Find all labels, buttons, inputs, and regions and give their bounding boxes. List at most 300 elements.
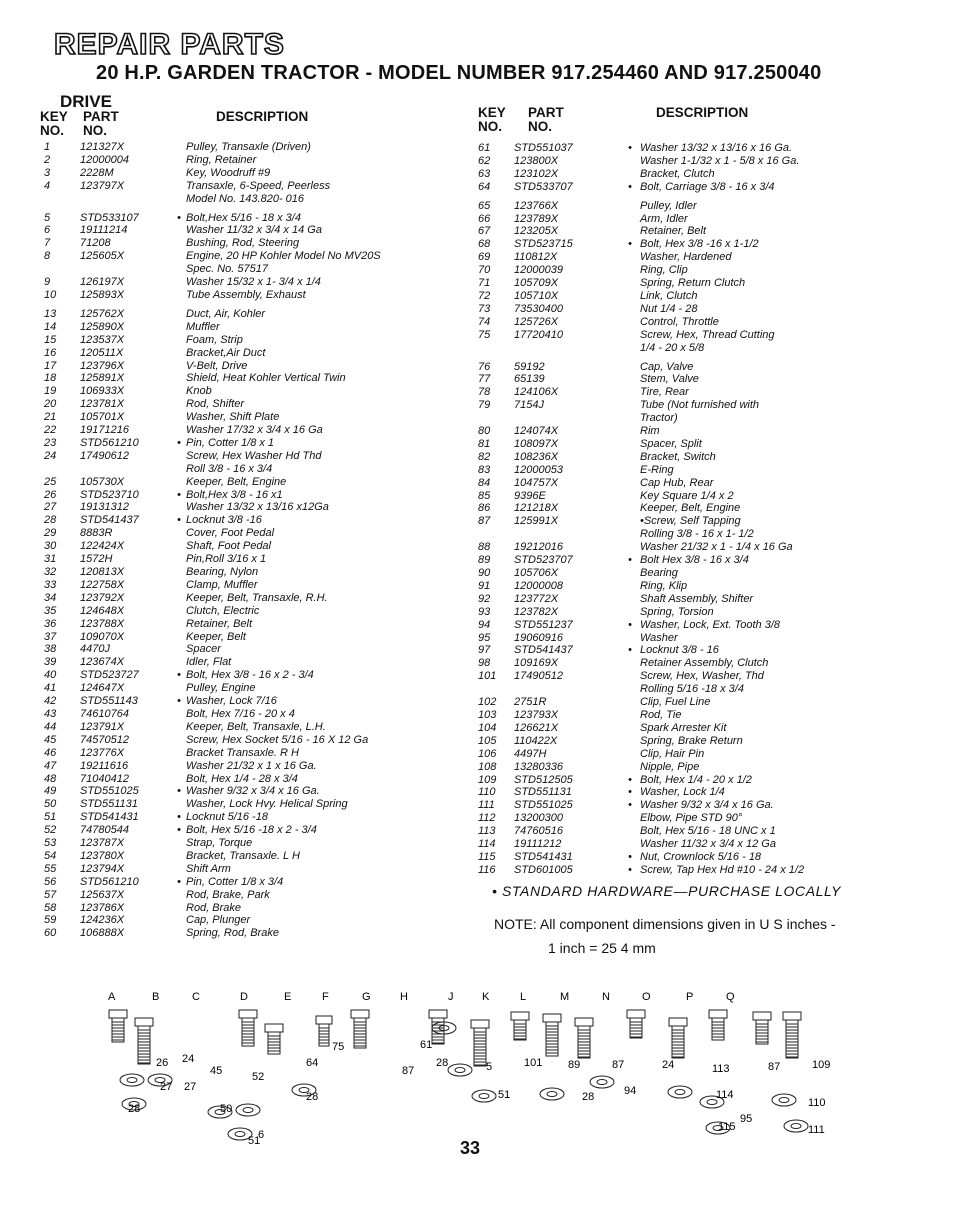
key-no: 17	[44, 359, 57, 372]
standard-mark	[620, 657, 640, 670]
standard-mark	[620, 213, 640, 226]
part-description: Muffler	[186, 320, 220, 333]
part-no: STD541437	[514, 644, 573, 657]
standard-mark	[172, 501, 186, 514]
part-no: 123793X	[514, 708, 559, 721]
key-no: 30	[44, 540, 57, 553]
part-no: 105710X	[514, 289, 559, 302]
part-description: Screw, Hex Washer Hd Thd	[186, 449, 322, 462]
key-no: 111	[478, 799, 495, 812]
part-description: Keeper, Belt, Engine	[640, 502, 741, 515]
standard-mark	[172, 347, 186, 360]
key-no: 38	[44, 643, 57, 656]
key-no: 57	[44, 888, 57, 901]
key-no: 35	[44, 604, 57, 617]
part-no: 109169X	[514, 657, 559, 670]
standard-mark: •	[177, 824, 181, 837]
part-row	[44, 514, 484, 527]
part-row	[478, 851, 918, 864]
part-description: 1/4 - 20 x 5/8	[640, 341, 705, 354]
part-description: Retainer, Belt	[640, 225, 707, 238]
part-description: Spacer, Split	[640, 437, 702, 450]
part-description: Shield, Heat Kohler Vertical Twin	[186, 372, 346, 385]
part-description: Cover, Foot Pedal	[186, 527, 275, 540]
part-description: Washer 17/32 x 3/4 x 16 Ga	[186, 424, 323, 437]
standard-mark: •	[628, 786, 632, 799]
key-no: 73	[478, 302, 491, 315]
part-row	[44, 850, 484, 863]
diagram-callout: 28	[582, 1091, 595, 1103]
part-no: 124236X	[80, 914, 125, 927]
part-description: Washer	[640, 631, 678, 644]
part-row	[44, 411, 484, 424]
diagram-callout: 111	[808, 1124, 825, 1136]
part-row	[44, 527, 484, 540]
part-no: 110812X	[514, 251, 558, 264]
part-row	[478, 619, 918, 632]
key-no: 24	[44, 449, 57, 462]
part-description: Bushing, Rod, Steering	[186, 237, 300, 250]
standard-mark	[620, 386, 640, 399]
standard-mark	[172, 450, 186, 463]
key-no: 18	[44, 372, 57, 385]
part-row	[478, 580, 918, 593]
key-no: 69	[478, 251, 491, 264]
key-no: 72	[478, 289, 491, 302]
standard-mark	[620, 373, 640, 386]
part-description: Key, Woodruff #9	[186, 166, 271, 179]
part-row	[44, 811, 484, 824]
part-row	[44, 224, 484, 237]
standard-mark: •	[628, 142, 632, 154]
part-description: Washer 11/32 x 3/4 x 14 Ga	[186, 224, 322, 237]
model-subtitle: 20 H.P. GARDEN TRACTOR - MODEL NUMBER 917.254460 AND 917.250040	[96, 62, 822, 84]
bolt-shape	[109, 1010, 127, 1042]
standard-mark: •	[628, 618, 632, 631]
part-no: 74570512	[80, 733, 129, 746]
key-no	[44, 193, 80, 206]
diagram-callout: 28	[306, 1091, 319, 1103]
part-description: Pin, Cotter 1/8 x 3/4	[186, 875, 284, 888]
part-description: Control, Throttle	[640, 315, 719, 328]
part-row	[478, 722, 918, 735]
part-row	[478, 838, 918, 851]
key-no: 109	[478, 773, 497, 786]
part-description: Shift Arm	[186, 862, 231, 875]
part-no: 74760516	[514, 825, 563, 838]
part-no: 123797X	[80, 179, 125, 192]
part-description: Washer 9/32 x 3/4 x 16 Ga.	[640, 799, 774, 812]
standard-mark	[620, 567, 640, 580]
part-no: 110422X	[514, 734, 558, 747]
standard-mark	[172, 276, 186, 289]
part-row	[478, 264, 918, 277]
diagram-callout: 87	[612, 1059, 625, 1071]
bolt-shape	[265, 1024, 283, 1054]
part-no: 124647X	[80, 682, 125, 695]
bolt-shape	[575, 1018, 593, 1058]
key-no: 6	[44, 224, 51, 237]
key-no: 108	[478, 760, 497, 773]
standard-mark	[620, 593, 640, 606]
key-no: 95	[478, 631, 491, 644]
part-no: 105706X	[514, 567, 559, 579]
key-no: 31	[44, 553, 57, 566]
diagram-callout: 113	[712, 1063, 730, 1075]
key-no: 21	[44, 411, 57, 424]
key-no: 20	[44, 398, 57, 411]
key-no: 44	[44, 720, 57, 733]
standard-mark	[620, 683, 640, 696]
part-no: 12000008	[514, 579, 563, 592]
part-description: Ring, Klip	[640, 579, 688, 592]
part-description: Washer 13/32 x 13/16 x12Ga	[186, 501, 329, 514]
standard-mark	[620, 812, 640, 825]
part-description: Spring, Rod, Brake	[186, 927, 279, 940]
part-row	[478, 464, 918, 477]
left-part-header: PART NO.	[83, 109, 119, 138]
part-description: Engine, 20 HP Kohler Model No MV20S	[186, 250, 381, 263]
part-description: Rod, Shifter	[186, 398, 245, 411]
part-description: Clip, Hair Pin	[640, 747, 705, 760]
part-no: 123781X	[80, 398, 125, 411]
part-no: 1572H	[80, 553, 113, 566]
part-no: STD523707	[514, 554, 573, 567]
part-no: 74610764	[80, 707, 129, 720]
standard-mark	[620, 399, 640, 412]
hardware-diagram	[100, 988, 840, 1148]
standard-mark	[620, 168, 640, 181]
part-row	[44, 463, 484, 476]
standard-mark	[172, 760, 186, 773]
key-no: 64	[478, 180, 491, 193]
part-row	[44, 669, 484, 682]
part-description: Knob	[186, 385, 212, 398]
key-no: 13	[44, 307, 57, 320]
part-no: 124106X	[514, 386, 559, 399]
part-description: Washer 1-1/32 x 1 - 5/8 x 16 Ga.	[640, 154, 800, 167]
part-description: Tube Assembly, Exhaust	[186, 288, 306, 301]
part-description: Bearing	[640, 567, 678, 579]
key-no: 3	[44, 166, 51, 179]
part-row	[44, 167, 484, 180]
part-description: Bolt, Hex 3/8 - 16 x 2 - 3/4	[186, 669, 314, 682]
part-row	[478, 606, 918, 619]
key-no: 110	[478, 786, 496, 799]
dimensions-note: NOTE: All component dimensions given in U S inches - 1 inch = 25 4 mm	[494, 916, 836, 956]
standard-mark	[172, 167, 186, 180]
part-row	[478, 386, 918, 399]
key-no: 8	[44, 250, 51, 263]
part-row	[478, 683, 918, 696]
part-no	[514, 683, 620, 696]
section-title: DRIVE	[60, 92, 112, 111]
part-no: 123674X	[80, 656, 125, 669]
standard-mark: •	[628, 644, 632, 657]
part-row	[478, 657, 918, 670]
standard-mark	[172, 237, 186, 250]
part-no: STD541431	[80, 811, 139, 824]
standard-mark: •	[177, 488, 181, 501]
part-no: 19060916	[514, 631, 563, 644]
diagram-callout: 114	[716, 1089, 734, 1101]
part-row	[44, 212, 484, 225]
standard-mark	[620, 464, 640, 477]
part-no: 12000039	[514, 264, 563, 277]
diagram-callout: 6	[258, 1129, 265, 1141]
key-no: 88	[478, 541, 491, 554]
part-no: 121327X	[80, 141, 125, 153]
part-row	[44, 360, 484, 373]
part-no: 126621X	[514, 721, 559, 734]
part-row	[478, 825, 918, 838]
part-row	[478, 168, 918, 181]
diagram-letter: C	[192, 991, 200, 1003]
key-no: 92	[478, 592, 491, 605]
key-no: 40	[44, 669, 57, 682]
diagram-letter: E	[284, 991, 292, 1003]
key-no	[44, 463, 80, 476]
standard-mark	[172, 385, 186, 398]
part-row	[478, 748, 918, 761]
part-description: Pulley, Engine	[186, 682, 256, 695]
part-description: Bolt, Hex 5/16 - 18 UNC x 1	[640, 825, 776, 838]
standard-mark: •	[628, 863, 632, 876]
standard-mark	[172, 618, 186, 631]
washer-shape	[784, 1120, 808, 1132]
standard-mark	[172, 734, 186, 747]
part-row	[44, 734, 484, 747]
part-description: Screw, Hex, Thread Cutting	[640, 328, 775, 341]
standard-mark	[620, 425, 640, 438]
diagram-callout: 52	[252, 1071, 265, 1083]
key-no: 42	[44, 695, 57, 708]
part-description: Bracket, Clutch	[640, 167, 715, 180]
standard-mark	[620, 696, 640, 709]
part-description: Bracket Transaxle. R H	[186, 746, 299, 759]
key-no: 94	[478, 618, 491, 631]
key-no: 90	[478, 567, 491, 579]
bolt-shape	[351, 1010, 369, 1048]
standard-mark: •	[628, 773, 632, 786]
diagram-callout: 27	[184, 1081, 197, 1093]
standard-mark	[620, 155, 640, 168]
part-no	[80, 263, 172, 276]
part-description: Spacer	[186, 643, 221, 656]
key-no: 63	[478, 167, 491, 180]
left-key-header: KEY NO.	[40, 109, 68, 138]
part-row	[478, 709, 918, 722]
part-row	[478, 181, 918, 194]
part-row	[44, 321, 484, 334]
diagram-letter: F	[322, 991, 329, 1003]
key-no: 58	[44, 901, 57, 914]
part-description: Washer, Shift Plate	[186, 411, 280, 424]
part-description: Washer 11/32 x 3/4 x 12 Ga	[640, 838, 776, 851]
standard-mark	[620, 451, 640, 464]
key-no: 39	[44, 656, 57, 669]
diagram-callout: 64	[306, 1057, 319, 1069]
part-description: Keeper, Belt, Engine	[186, 475, 287, 488]
part-no: 123780X	[80, 849, 125, 862]
bolt-shape	[669, 1018, 687, 1058]
part-row	[478, 670, 918, 683]
key-no: 25	[44, 475, 57, 488]
key-no: 62	[478, 154, 491, 167]
standard-mark	[172, 360, 186, 373]
part-no: 19131312	[80, 501, 129, 514]
key-no: 36	[44, 617, 57, 630]
part-no: 123794X	[80, 862, 125, 875]
washer-shape	[772, 1094, 796, 1106]
part-description: Bolt, Hex 1/4 - 28 x 3/4	[186, 772, 298, 785]
part-description: Rod, Brake	[186, 901, 242, 914]
key-no: 51	[44, 811, 57, 824]
standard-mark	[620, 251, 640, 264]
standard-mark	[172, 592, 186, 605]
part-no: STD551237	[514, 618, 573, 631]
part-row	[44, 927, 484, 940]
standard-mark	[620, 825, 640, 838]
diagram-callout: 24	[182, 1053, 195, 1065]
part-no: 123786X	[80, 901, 125, 914]
key-no: 68	[478, 238, 491, 251]
part-no: 126197X	[80, 276, 125, 289]
part-description: Spring, Brake Return	[640, 734, 743, 747]
part-no	[80, 193, 172, 206]
washer-shape	[668, 1086, 692, 1098]
washer-shape	[448, 1064, 472, 1076]
diagram-callout: 115	[718, 1121, 736, 1133]
standard-mark	[172, 224, 186, 237]
part-no: 120511X	[80, 346, 124, 359]
part-description: Shaft, Foot Pedal	[186, 540, 271, 553]
standard-mark	[172, 398, 186, 411]
part-no: STD601005	[514, 863, 573, 876]
key-no: 34	[44, 591, 57, 604]
part-row	[44, 798, 484, 811]
part-description: Screw, Hex, Washer, Thd	[640, 670, 764, 683]
standard-mark	[620, 735, 640, 748]
part-row	[44, 760, 484, 773]
part-no: 109070X	[80, 630, 125, 643]
part-row	[44, 785, 484, 798]
diagram-callout: 51	[498, 1089, 511, 1101]
diagram-letter: L	[520, 991, 527, 1003]
part-row	[478, 451, 918, 464]
key-no: 91	[478, 579, 491, 592]
part-description: Strap, Torque	[186, 837, 253, 850]
part-no: 121218X	[514, 502, 559, 515]
standard-mark	[172, 914, 186, 927]
part-description: Spec. No. 57517	[186, 263, 268, 276]
standard-mark	[172, 579, 186, 592]
part-row	[478, 696, 918, 709]
standard-mark: •	[628, 850, 632, 863]
part-description: Locknut 3/8 - 16	[640, 644, 719, 657]
part-no: 74780544	[80, 824, 129, 837]
part-row	[478, 515, 918, 528]
part-description: Bracket,Air Duct	[186, 346, 266, 359]
part-description: Retainer, Belt	[186, 617, 253, 630]
key-no: 113	[478, 825, 496, 838]
part-no: 4497H	[514, 747, 547, 760]
part-row	[478, 200, 918, 213]
part-row	[44, 237, 484, 250]
page-title: REPAIR PARTS	[54, 28, 285, 61]
standard-mark	[172, 889, 186, 902]
part-row	[478, 786, 918, 799]
part-description: Idler, Flat	[186, 656, 232, 669]
standard-mark	[172, 527, 186, 540]
part-description: Nut, Crownlock 5/16 - 18	[640, 850, 762, 863]
part-description: Bearing, Nylon	[186, 566, 259, 578]
part-no: 123537X	[80, 333, 125, 346]
part-no: STD561210	[80, 875, 139, 888]
standard-mark: •	[628, 238, 632, 251]
part-description: Washer, Lock, Ext. Tooth 3/8	[640, 618, 781, 631]
diagram-letter: H	[400, 991, 408, 1003]
standard-mark	[172, 656, 186, 669]
part-row	[478, 774, 918, 787]
standard-mark	[172, 193, 186, 206]
key-no: 48	[44, 772, 57, 785]
part-no: 106933X	[80, 385, 125, 398]
part-no: 4470J	[80, 643, 110, 656]
key-no: 86	[478, 502, 491, 515]
standard-hardware-note: • STANDARD HARDWARE—PURCHASE LOCALLY	[492, 883, 842, 899]
part-no: 105730X	[80, 475, 125, 488]
key-no: 82	[478, 450, 491, 463]
part-row	[478, 142, 918, 155]
part-row	[44, 263, 484, 276]
standard-mark	[172, 631, 186, 644]
part-description: Washer, Hardened	[640, 251, 732, 264]
key-no: 78	[478, 386, 491, 399]
key-no: 66	[478, 212, 491, 225]
key-no: 55	[44, 862, 57, 875]
part-description: Washer, Lock 7/16	[186, 695, 277, 708]
part-row	[478, 567, 918, 580]
bolt-shape	[627, 1010, 645, 1038]
part-row	[44, 876, 484, 889]
standard-mark	[620, 438, 640, 451]
washer-shape	[236, 1104, 260, 1116]
diagram-letter: O	[642, 991, 651, 1003]
standard-mark	[172, 721, 186, 734]
part-description: Washer, Lock Hvy. Helical Spring	[186, 798, 348, 811]
part-no: 13280336	[514, 760, 563, 773]
key-no: 87	[478, 515, 491, 528]
diagram-callout: 51	[248, 1135, 261, 1147]
key-no: 75	[478, 328, 491, 341]
standard-mark	[172, 463, 186, 476]
part-no: 120813X	[80, 566, 125, 578]
key-no: 74	[478, 315, 491, 328]
part-description: Locknut 3/8 -16	[186, 514, 262, 527]
washer-shape	[590, 1076, 614, 1088]
key-no: 41	[44, 682, 57, 695]
page-number: 33	[460, 1138, 481, 1158]
key-no: 15	[44, 333, 57, 346]
key-no	[44, 263, 80, 276]
washer-shape	[540, 1088, 564, 1100]
part-description: Clip, Fuel Line	[640, 696, 711, 709]
part-no: 2228M	[80, 166, 114, 179]
key-no: 89	[478, 554, 491, 567]
key-no	[478, 528, 514, 541]
key-no: 102	[478, 696, 497, 709]
